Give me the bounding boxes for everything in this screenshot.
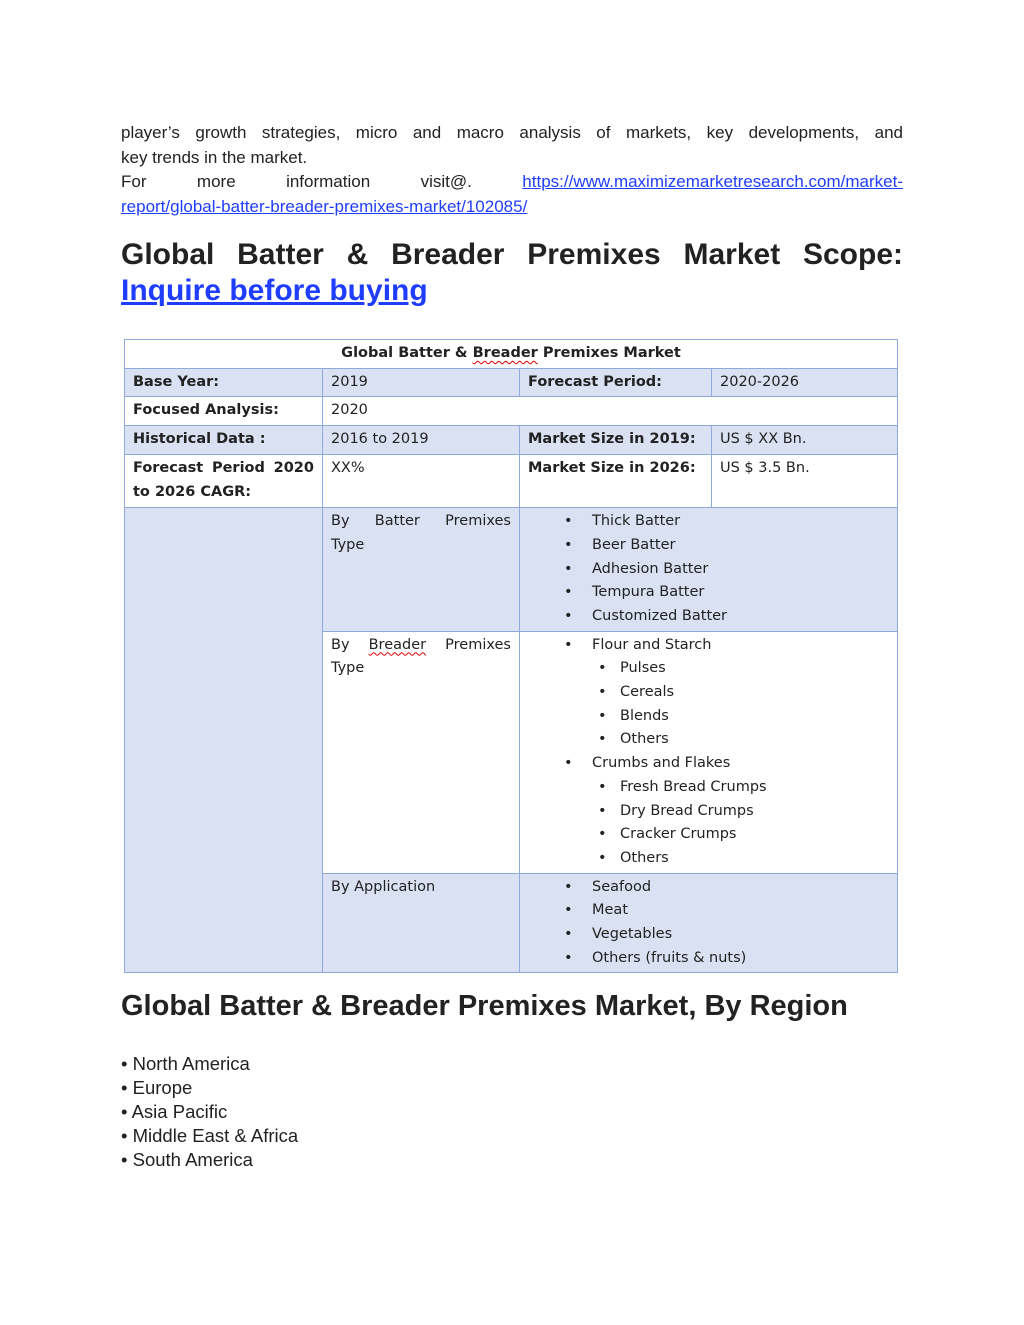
market-size-2026-label: Market Size in 2026: — [520, 455, 712, 508]
heading-word: Batter — [237, 238, 324, 271]
market-size-2019-value: US $ XX Bn. — [712, 426, 898, 455]
cagr-label: Forecast Period 2020 to 2026 CAGR: — [125, 455, 323, 508]
list-item: • Europe — [121, 1077, 193, 1098]
market-report-link-part-2[interactable]: report/global-batter-breader-premixes-market/102085/ — [121, 196, 528, 216]
visit-line — [121, 170, 903, 195]
forecast-period-label: Forecast Period: — [520, 368, 712, 397]
breader-type-list — [520, 631, 898, 873]
heading-word: Breader — [391, 238, 505, 271]
market-size-2019-label: Market Size in 2019: — [520, 426, 712, 455]
inquire-before-buying-link[interactable]: Inquire before buying — [121, 274, 428, 307]
heading-word: Scope: — [802, 238, 903, 271]
focused-analysis-label: Focused Analysis: — [125, 397, 323, 426]
scope-heading — [121, 237, 903, 309]
base-year-label: Base Year: — [125, 368, 323, 397]
heading-word: Global — [121, 238, 215, 271]
heading-word: & — [346, 238, 369, 271]
intro-line-2: key trends in the market. — [121, 147, 308, 167]
historical-data-value: 2016 to 2019 — [323, 426, 520, 455]
forecast-period-value: 2020-2026 — [712, 368, 898, 397]
intro-paragraph — [121, 121, 903, 219]
list-item: • Adhesion Batter — [592, 558, 889, 582]
list-item: • Asia Pacific — [121, 1101, 228, 1122]
region-list — [121, 1052, 298, 1172]
visit-word: information — [286, 172, 371, 191]
list-item: • Cereals — [620, 681, 889, 705]
list-item: • Beer Batter — [592, 534, 889, 558]
heading-word: Premixes — [527, 238, 661, 271]
market-report-link-part-1[interactable]: https://www.maximizemarketresearch.com/market- — [522, 172, 903, 191]
list-item: • South America — [121, 1149, 253, 1170]
breader-segment-label: By Breader Premixes Type — [323, 631, 520, 873]
batter-type-list — [520, 508, 898, 632]
list-item: • Middle East & Africa — [121, 1125, 299, 1146]
list-item: • Vegetables — [592, 923, 889, 947]
table-title: Global Batter & Breader Premixes Market — [125, 340, 898, 369]
list-item: • Blends — [620, 705, 889, 729]
list-item: • Crumbs and Flakes • Fresh Bread Crumps • Dry Bread Crumps • Cracker Crumps • Others — [592, 752, 889, 871]
segment-blank-cell — [125, 508, 323, 973]
list-item: • Meat — [592, 899, 889, 923]
focused-analysis-value: 2020 — [323, 397, 898, 426]
market-scope-table — [124, 339, 898, 973]
list-item: • Dry Bread Crumps — [620, 800, 889, 824]
visit-word: more — [196, 172, 236, 191]
application-segment-label: By Application — [323, 873, 520, 973]
cagr-value: XX% — [323, 455, 520, 508]
list-item: • Others — [620, 847, 889, 871]
list-item: • Fresh Bread Crumps — [620, 776, 889, 800]
heading-word: Market — [683, 238, 781, 271]
intro-line-1: player’s growth strategies, micro and macro analysis of markets, key developments, and — [121, 123, 903, 142]
visit-word: visit@. — [420, 172, 472, 191]
market-size-2026-value: US $ 3.5 Bn. — [712, 455, 898, 508]
list-item: • North America — [121, 1053, 250, 1074]
base-year-value: 2019 — [323, 368, 520, 397]
historical-data-label: Historical Data : — [125, 426, 323, 455]
visit-word: For — [121, 172, 147, 191]
list-item: • Others (fruits & nuts) — [592, 947, 889, 971]
list-item: • Customized Batter — [592, 605, 889, 629]
list-item: • Flour and Starch • Pulses • Cereals • Blends • Others — [592, 634, 889, 753]
application-list — [520, 873, 898, 973]
region-heading: Global Batter & Breader Premixes Market, By Region — [121, 990, 848, 1022]
list-item: • Seafood — [592, 876, 889, 900]
list-item: • Thick Batter — [592, 510, 889, 534]
batter-segment-label: By Batter Premixes Type — [323, 508, 520, 632]
list-item: • Cracker Crumps — [620, 823, 889, 847]
list-item: • Others — [620, 728, 889, 752]
list-item: • Tempura Batter — [592, 581, 889, 605]
list-item: • Pulses — [620, 657, 889, 681]
